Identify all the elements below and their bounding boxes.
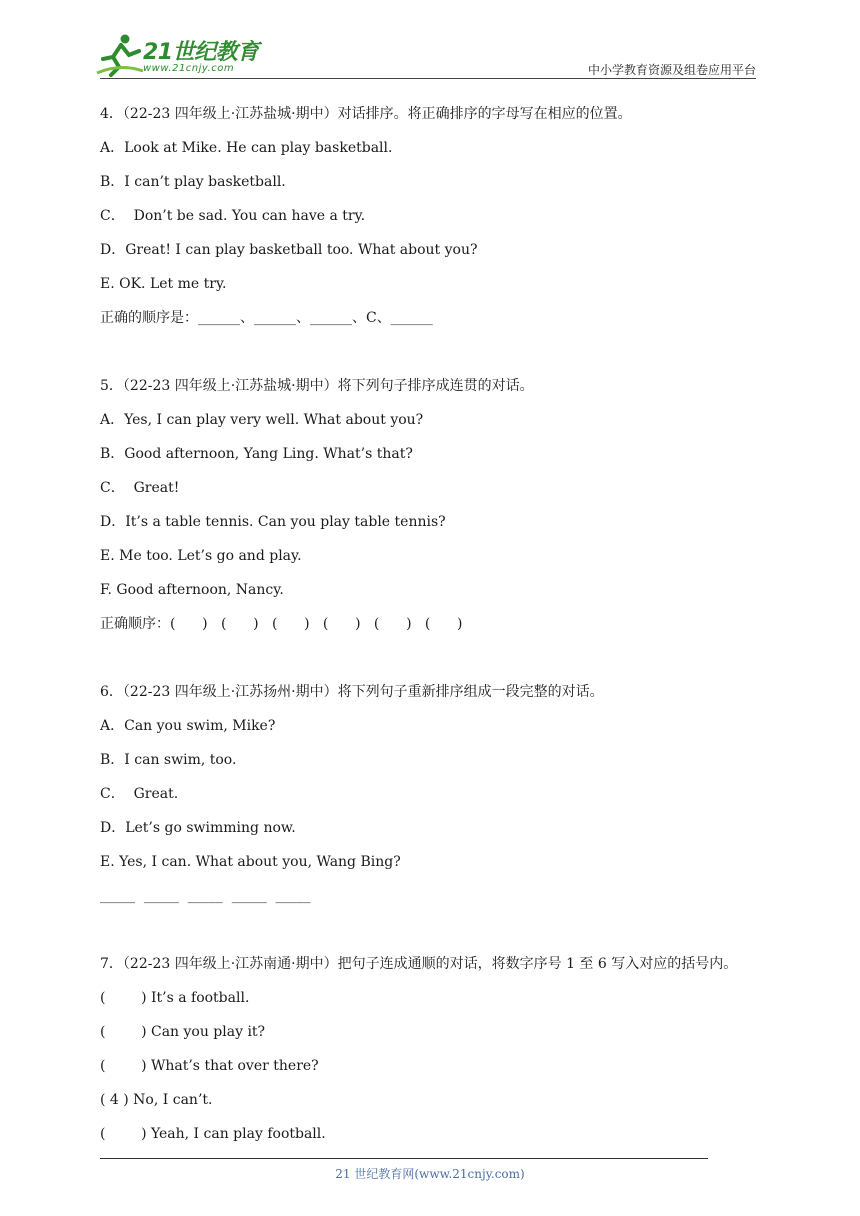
question-6-title: 6．（22-23 四年级上·江苏扬州·期中）将下列句子重新排序组成一段完整的对话。 [100, 684, 604, 700]
option-d: D．Great! I can play basketball too. What about you? [100, 242, 478, 258]
footer-divider [100, 1158, 708, 1159]
question-6 [100, 682, 765, 906]
option-e: E. Yes, I can. What about you, Wang Bing? [100, 854, 401, 870]
question-7-title: 7．（22-23 四年级上·江苏南通·期中）把句子连成通顺的对话，将数字序号 1 至 6 写入对应的括号内。 [100, 956, 738, 972]
answer-line: 正确顺序：( ) ( ) ( ) ( ) ( ) ( ) [100, 616, 463, 632]
option-d: D．It’s a table tennis. Can you play table tennis? [100, 514, 446, 530]
question-4 [100, 104, 765, 328]
option-d: D．Let’s go swimming now. [100, 820, 296, 836]
dialogue-line: ( ) It’s a football. [100, 990, 250, 1006]
dialogue-line: ( ) Can you play it? [100, 1024, 266, 1040]
option-c: C． Great! [100, 480, 180, 496]
site-logo[interactable] [95, 33, 265, 77]
option-f: F. Good afternoon, Nancy. [100, 582, 284, 598]
option-e: E. Me too. Let’s go and play. [100, 548, 302, 564]
page-header [0, 0, 860, 80]
question-list [100, 104, 765, 1144]
option-b: B．I can swim, too. [100, 752, 237, 768]
question-5-title: 5．（22-23 四年级上·江苏盐城·期中）将下列句子排序成连贯的对话。 [100, 378, 534, 394]
option-c: C． Don’t be sad. You can have a try. [100, 208, 366, 224]
runner-icon [95, 33, 145, 77]
logo-wordmark: 21世纪教育 [143, 40, 259, 65]
option-b: B．I can’t play basketball. [100, 174, 286, 190]
option-a: A．Look at Mike. He can play basketball. [100, 140, 393, 156]
answer-blanks: _____ _____ _____ _____ _____ [100, 888, 311, 904]
option-a: A．Can you swim, Mike? [100, 718, 276, 734]
platform-tagline: 中小学教育资源及组卷应用平台 [587, 63, 756, 77]
answer-line: 正确的顺序是：______、______、______、C、______ [100, 310, 433, 326]
dialogue-line: ( ) What’s that over there? [100, 1058, 319, 1074]
header-divider [100, 78, 756, 79]
option-e: E. OK. Let me try. [100, 276, 227, 292]
dialogue-line: ( ) Yeah, I can play football. [100, 1126, 326, 1142]
footer-text[interactable]: 21 世纪教育网(www.21cnjy.com) [335, 1167, 525, 1181]
option-c: C． Great. [100, 786, 179, 802]
question-7 [100, 954, 765, 1144]
option-a: A．Yes, I can play very well. What about you? [100, 412, 424, 428]
logo-url: www.21cnjy.com [143, 63, 235, 74]
question-4-title: 4．（22-23 四年级上·江苏盐城·期中）对话排序。将正确排序的字母写在相应的位置。 [100, 106, 632, 122]
question-5 [100, 376, 765, 634]
option-b: B．Good afternoon, Yang Ling. What’s that? [100, 446, 413, 462]
dialogue-line: ( 4 ) No, I can’t. [100, 1092, 213, 1108]
